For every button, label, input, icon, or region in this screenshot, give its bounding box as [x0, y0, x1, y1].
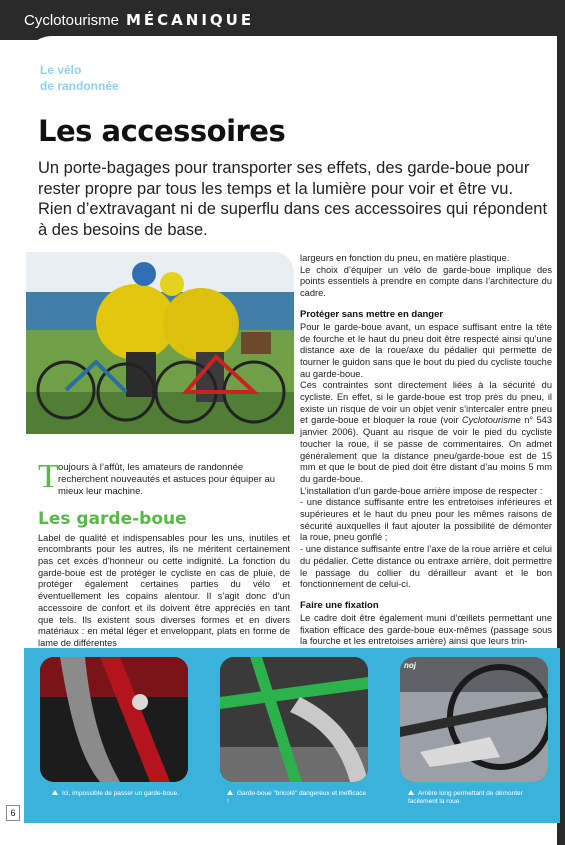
caption-1-text: Ici, impossible de passer un garde-boue.: [62, 790, 180, 797]
cyclists-illustration: [26, 252, 294, 434]
left-column: [38, 458, 290, 650]
caption-1: [52, 790, 192, 798]
kicker-line-2: de randonnée: [40, 79, 119, 93]
magazine-name: Cyclotourisme: [461, 415, 521, 426]
sticker-text: noj: [404, 661, 416, 670]
paragraph-garde-boue-3: Le choix d’équiper un vélo de garde-boue implique des points essentiels à prendre en compte dans l’architecture du cadre.: [300, 264, 552, 299]
red-fork-illustration: [40, 657, 188, 782]
paragraph-garde-boue-2: largeurs en fonction du pneu, en matière plastique.: [300, 253, 510, 263]
paragraph-proteger-2: [300, 380, 552, 485]
paragraph-proteger-3: L’installation d’un garde-boue arrière impose de respecter :: [300, 485, 543, 496]
kicker-line-1: Le vélo: [40, 63, 82, 77]
cyclists-photo: [26, 252, 294, 434]
photo-rear-wheel: [400, 657, 548, 782]
page-number: 6: [6, 805, 20, 821]
photo-green-frame: [220, 657, 368, 782]
paragraph-proteger-2b: n° 543 janvier 2006). Quant au risque de voir le pied du cycliste toucher la roue, il se passe de commentaires. On admet généralement que la distance pneu/garde-boue est de 15 mm et que le bout de pied doit être distant d’au moins 5 mm du garde-boue.: [300, 415, 552, 484]
paragraph-proteger-5: - une distance suffisante entre l’axe de la roue arrière et celui du pédalier. Cette distance ou entraxe arrière, doit permettre le passage du collier du dérailleur avant et le bon fonctionnement de celui-ci.: [300, 544, 552, 590]
header-rubric: MÉCANIQUE: [126, 11, 255, 29]
paragraph-proteger-2a: Ces contraintes sont directement liées à la sécurité du cycliste. En effet, si le garde-boue est trop près du pneu, il existe un risque de voir un objet venir s’intercaler entre pneu et garde-boue et bloquer la roue (voir: [300, 380, 552, 426]
intro-paragraph: [38, 458, 290, 499]
photo-red-fork: [40, 657, 188, 782]
paragraph-proteger-1: Pour le garde-boue avant, un espace suffisant entre la tête de fourche et le haut du pneu doit être respecté ainsi qu’une distance axe de la roue/axe du pédalier qui permette de tourner le guidon sans que le bout du pied du cycliste touche au garde-boue.: [300, 321, 552, 379]
section-heading-garde-boue: Les garde-boue: [38, 508, 187, 529]
dropcap: T: [38, 458, 59, 495]
triangle-icon: [227, 790, 233, 795]
caption-2: [227, 790, 367, 806]
caption-3: [408, 790, 548, 806]
rear-wheel-illustration: [400, 657, 548, 782]
right-column: [300, 253, 552, 648]
caption-3-text: Arrière long permettant de démonter facilement la roue.: [408, 790, 523, 805]
section-heading-fixation: Faire une fixation: [300, 599, 379, 611]
intro-text: oujours à l’affût, les amateurs de randonnée recherchent nouveautés et astuces pour équiper au mieux leur machine.: [58, 462, 276, 498]
article-lead: Un porte-bagages pour transporter ses effets, des garde-boue pour rester propre par tous les temps et la lumière pour voir et être vu. Rien d’extravagant ni de superflu dans ces accessoires qui répondent à des besoins de base.: [38, 159, 548, 239]
paragraph-garde-boue-1: Label de qualité et indispensables pour les uns, inutiles et encombrants pour les autres, ils ne méritent certainement pas cet excès d’honneur ou cette indignité. La fonction du garde-boue est de protéger le cycliste en cas de pluie, de protéger également certaines parties du vélo et éventuellement les copains alentour. Il s’agit donc d’un accessoire de confort et ils doivent être appréciés en tant que tels. Ils existent sous diverses formes et en divers matériaux : en métal léger et enveloppant, plats en forme de lame de différentes: [38, 532, 290, 648]
section-heading-proteger: Protéger sans mettre en danger: [300, 308, 444, 320]
running-header: [0, 0, 565, 40]
caption-2-text: Garde-boue "bricolé" dangereux et inefficace !: [227, 790, 367, 805]
triangle-icon: [52, 790, 58, 795]
paragraph-proteger-4: - une distance suffisante entre les entretoises inférieures et supérieures et le haut du pneu pour les mêmes raisons de sécurité auxquelles il faut ajouter la possibilité de démonter la roue, pneu gonflé ;: [300, 497, 552, 543]
triangle-icon: [408, 790, 414, 795]
kicker: [40, 62, 119, 94]
article-title: Les accessoires: [38, 114, 286, 148]
paragraph-fixation-1: Le cadre doit être également muni d’œillets permettant une fixation efficace des garde-boue eux-mêmes (passage sous la fourche et les entretoises arrière) ainsi que leurs trin-: [300, 612, 552, 647]
header-series: Cyclotourisme: [24, 12, 120, 29]
green-frame-illustration: [220, 657, 368, 782]
